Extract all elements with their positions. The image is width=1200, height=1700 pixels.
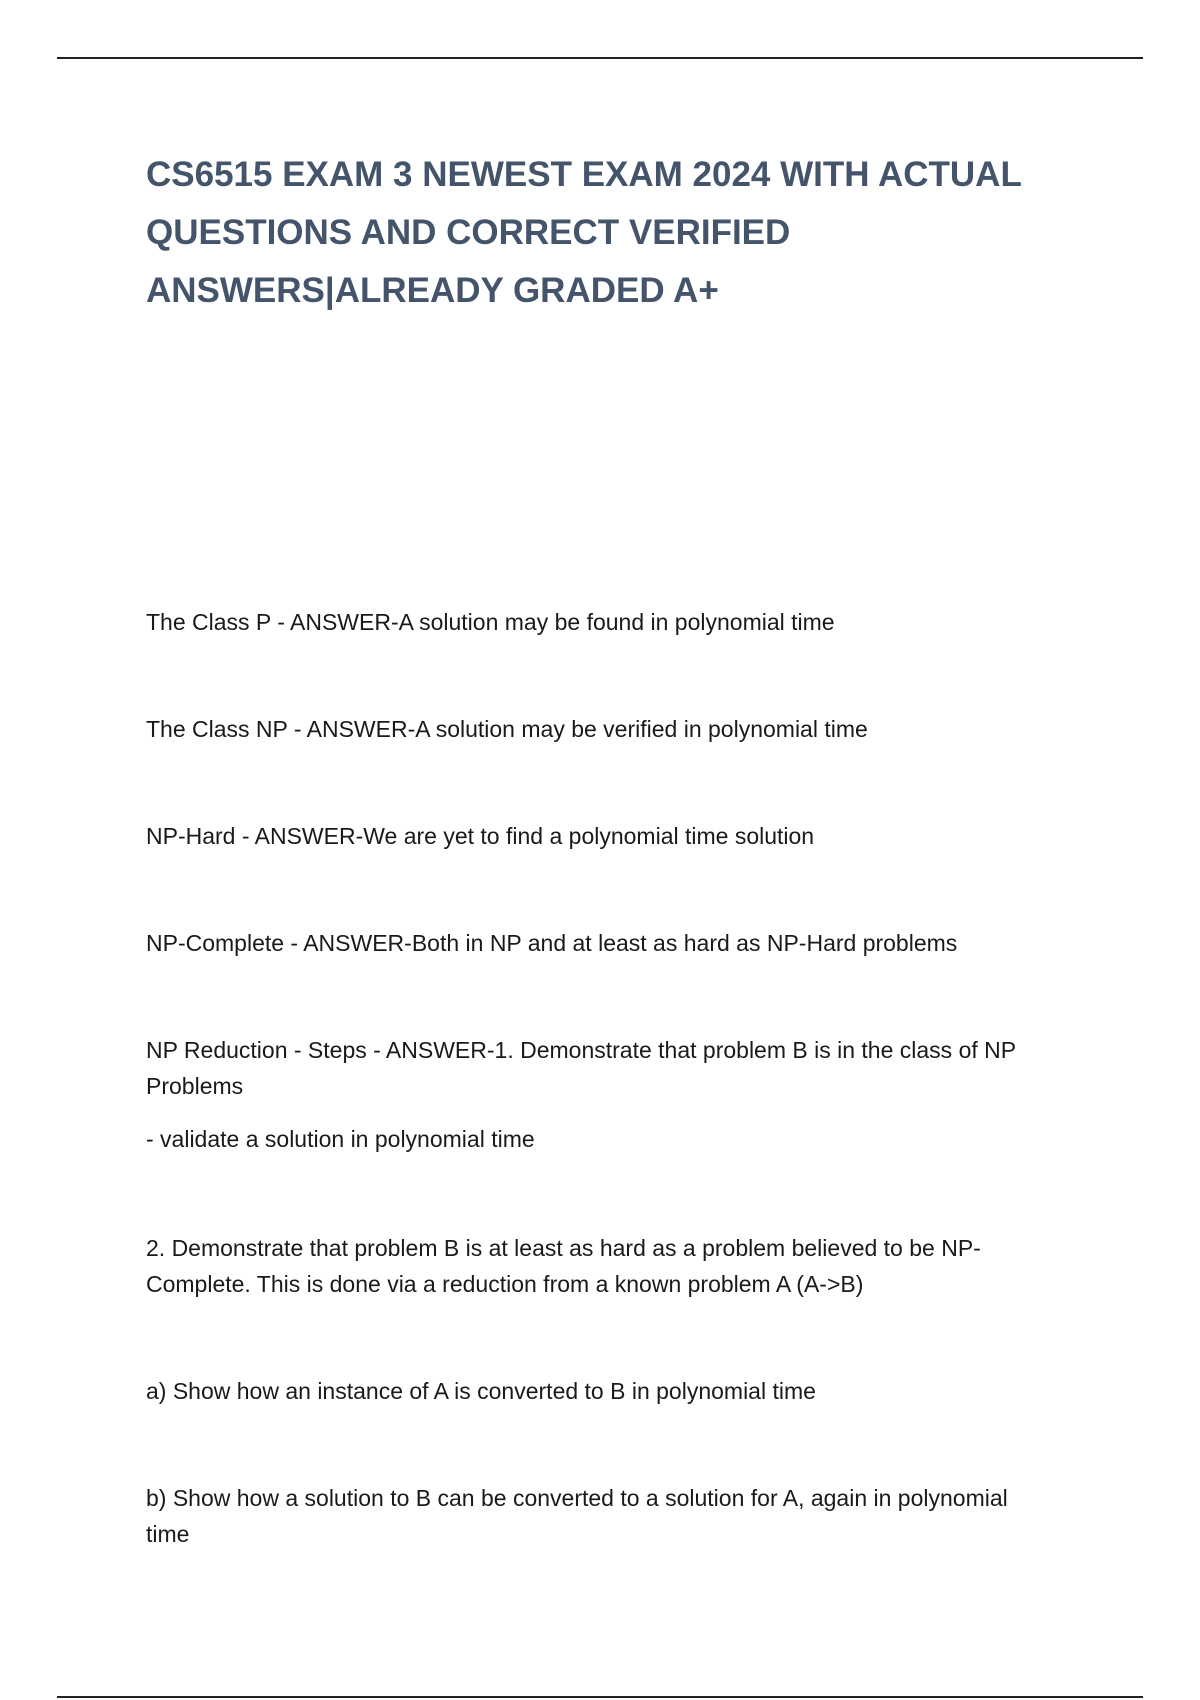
answer-np-hard: NP-Hard - ANSWER-We are yet to find a polynomial time solution [146, 823, 815, 849]
answer-step-b: b) Show how a solution to B can be converted to a solution for A, again in polynomial time [146, 1485, 1008, 1547]
answer-step-a: a) Show how an instance of A is converted to B in polynomial time [146, 1378, 816, 1404]
answer-step-two: 2. Demonstrate that problem B is at least as hard as a problem believed to be NP-Complete. This is done via a reduction from a known problem A (A->B) [146, 1235, 981, 1297]
answer-validate-step: - validate a solution in polynomial time [146, 1126, 535, 1152]
answer-np-reduction-steps: NP Reduction - Steps - ANSWER-1. Demonstrate that problem B is in the class of NP Problems [146, 1037, 1016, 1099]
header-rule [57, 57, 1143, 59]
document-title: CS6515 EXAM 3 NEWEST EXAM 2024 WITH ACTUAL QUESTIONS AND CORRECT VERIFIED ANSWERS|ALREADY GRADED A+ [146, 155, 1022, 310]
answer-class-np: The Class NP - ANSWER-A solution may be verified in polynomial time [146, 716, 868, 742]
answer-np-complete: NP-Complete - ANSWER-Both in NP and at least as hard as NP-Hard problems [146, 930, 958, 956]
answer-class-p: The Class P - ANSWER-A solution may be found in polynomial time [146, 609, 835, 635]
footer-rule [57, 1696, 1143, 1698]
